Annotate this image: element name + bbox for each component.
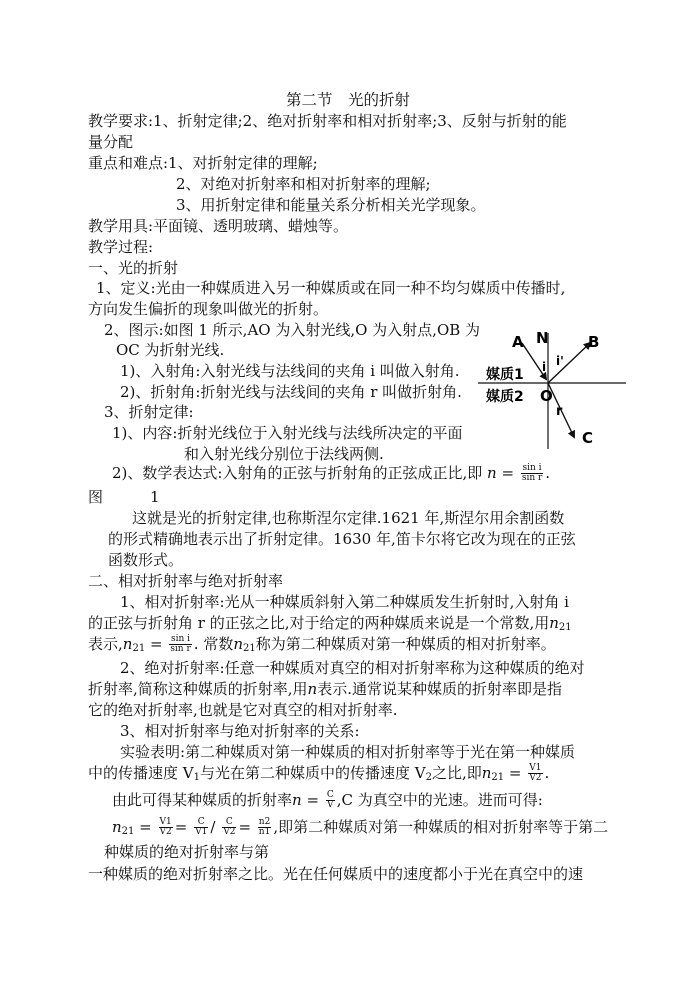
snell-fraction-denominator: sin r bbox=[521, 472, 543, 483]
math-expression-text: 2)、数学表达式:入射角的正弦与折射角的正弦成正比,即 bbox=[112, 464, 483, 482]
math-equals: = bbox=[501, 464, 515, 482]
velocity-ratio-denominator: V2 bbox=[529, 772, 542, 783]
label-medium-1: 媒质1 bbox=[486, 367, 524, 383]
absolute-index-line-1: 2、绝对折射率:任意一种媒质对真空的相对折射率称为这种媒质的绝对 bbox=[120, 659, 585, 677]
formula-fraction-4 bbox=[258, 818, 272, 837]
relative-index-fraction bbox=[169, 635, 191, 654]
label-n: N bbox=[536, 329, 549, 347]
formula-eq-3: = bbox=[238, 818, 252, 836]
snell-paragraph-line-1: 这就是光的折射定律,也称斯涅尔定律.1621 年,斯涅尔用余割函数 bbox=[132, 509, 565, 527]
relative-index-fraction-numerator: sin i bbox=[171, 633, 191, 644]
formula-fraction-1 bbox=[159, 818, 173, 837]
teaching-tools: 教学用具:平面镜、透明玻璃、蜡烛等。 bbox=[88, 217, 349, 235]
formula-n: n bbox=[112, 818, 122, 836]
experiment-line-2-b: 与光在第二种媒质中的传播速度 V bbox=[199, 764, 426, 782]
experiment-v2-sub: 2 bbox=[425, 772, 432, 783]
experiment-formula-n: n bbox=[481, 764, 492, 782]
absolute-index-line-2 bbox=[88, 679, 562, 699]
formula-line-2: 种媒质的绝对折射率与第 bbox=[104, 843, 270, 861]
refraction-law-heading: 3、折射定律: bbox=[104, 403, 194, 421]
relative-index-line-1: 1、相对折射率:光从一种媒质斜射入第二种媒质发生折射时,入射角 i bbox=[120, 593, 569, 611]
label-c: C bbox=[582, 429, 594, 447]
definition-line-1: 1、定义:光由一种媒质进入另一种媒质或在同一种不均匀媒质中传播时, bbox=[96, 279, 566, 297]
key-points-line-1: 重点和难点:1、对折射定律的理解; bbox=[88, 154, 318, 172]
reflected-ray bbox=[548, 343, 590, 383]
formula-fraction-3-denominator: V2 bbox=[223, 826, 236, 837]
experiment-line-2 bbox=[88, 763, 549, 784]
derivation-line bbox=[112, 790, 543, 811]
relative-index-line-2-text: 的正弦与折射角 r 的正弦之比,对于给定的两种媒质来说是一个常数,用 bbox=[88, 614, 550, 632]
experiment-v1-sub: 1 bbox=[193, 772, 200, 783]
teaching-requirements-line-1: 教学要求:1、折射定律;2、绝对折射率和相对折射率;3、反射与折射的能 bbox=[88, 112, 567, 130]
snell-paragraph-line-2: 的形式精确地表示出了折射定律。1630 年,笛卡尔将它改为现在的正弦 bbox=[108, 530, 576, 548]
formula-fraction-1-numerator: V1 bbox=[159, 816, 172, 827]
formula-fraction-3 bbox=[222, 818, 236, 837]
figure-description-line-1: 2、图示:如图 1 所示,AO 为入射光线,O 为入射点,OB 为 bbox=[104, 321, 481, 339]
velocity-ratio-numerator: V1 bbox=[529, 762, 542, 773]
label-a: A bbox=[512, 333, 524, 351]
absolute-index-line-2-b: 表示.通常说某种媒质的折射率即是指 bbox=[317, 680, 562, 698]
relative-index-line-3 bbox=[88, 634, 556, 655]
snell-fraction bbox=[521, 464, 543, 483]
refraction-diagram bbox=[478, 325, 626, 453]
derivation-text-a: 由此可得某种媒质的折射率 bbox=[112, 791, 293, 809]
relative-index-line-3-b: . 常数 bbox=[193, 635, 234, 653]
c-over-v-fraction bbox=[326, 791, 335, 810]
formula-fraction-4-denominator: n1 bbox=[258, 826, 271, 837]
formula-fraction-2-denominator: V1 bbox=[195, 826, 208, 837]
absolute-index-line-2-a: 折射率,简称这种媒质的折射率,用 bbox=[88, 680, 308, 698]
label-i: i bbox=[542, 360, 547, 374]
last-line: 一种媒质的绝对折射率之比。光在任何媒质中的速度都小于光在真空中的速 bbox=[88, 865, 584, 883]
page-title: 第二节 光的折射 bbox=[286, 91, 411, 109]
section-1-heading: 一、光的折射 bbox=[88, 259, 179, 277]
velocity-ratio-fraction bbox=[528, 764, 542, 783]
relative-index-line-3-c: 称为第二种媒质对第一种媒质的相对折射率。 bbox=[255, 635, 556, 653]
key-points-line-2: 2、对绝对折射率和相对折射率的理解; bbox=[176, 175, 431, 193]
formula-n-sub: 21 bbox=[121, 826, 135, 837]
law-content-line-1: 1)、内容:折射光线位于入射光线与法线所决定的平面 bbox=[112, 424, 463, 442]
derivation-eq: = bbox=[301, 791, 320, 809]
experiment-line-2-c: 之比,即 bbox=[431, 764, 482, 782]
formula-text: ,即第二种媒质对第一种媒质的相对折射率等于第二 bbox=[273, 818, 609, 836]
figure-number: 1 bbox=[150, 488, 160, 506]
relative-index-line-2 bbox=[88, 613, 572, 633]
relative-index-fraction-denominator: sin r bbox=[170, 643, 191, 654]
formula-fraction-2 bbox=[194, 818, 208, 837]
definition-line-2: 方向发生偏折的现象叫做光的折射。 bbox=[88, 300, 329, 318]
formula-fraction-3-numerator: C bbox=[222, 818, 236, 828]
formula-fraction-1-denominator: V2 bbox=[159, 826, 172, 837]
snell-paragraph-line-3: 函数形式。 bbox=[108, 551, 184, 569]
snell-fraction-numerator: sin i bbox=[522, 462, 542, 473]
relative-index-symbol: n bbox=[549, 614, 559, 632]
label-o: O bbox=[540, 387, 553, 405]
figure-description-line-2: OC 为折射光线. bbox=[116, 341, 225, 359]
absolute-index-symbol: n bbox=[307, 680, 318, 698]
relative-index-constant-sub: 21 bbox=[243, 643, 256, 654]
incident-angle-definition: 1)、入射角:入射光线与法线间的夹角 i 叫做入射角. bbox=[120, 362, 460, 380]
experiment-line-1: 实验表明:第二种媒质对第一种媒质的相对折射率等于光在第一种媒质 bbox=[120, 743, 576, 761]
absolute-index-line-3: 它的绝对折射率,也就是它对真空的相对折射率. bbox=[88, 701, 398, 719]
experiment-line-2-a: 中的传播速度 V bbox=[88, 764, 194, 782]
derivation-text-b: ,C 为真空中的光速。进而可得: bbox=[336, 791, 543, 809]
key-points-line-3: 3、用折射定律和能量关系分析相关光学现象。 bbox=[176, 196, 486, 214]
experiment-formula-eq: = bbox=[504, 764, 522, 782]
relative-index-formula-eq: = bbox=[145, 635, 163, 653]
math-period: . bbox=[545, 464, 551, 482]
relative-index-formula-sub: 21 bbox=[132, 643, 146, 654]
experiment-formula-sub: 21 bbox=[491, 772, 505, 783]
formula-fraction-4-numerator: n2 bbox=[258, 816, 271, 827]
label-b: B bbox=[588, 333, 600, 351]
derivation-n: n bbox=[292, 791, 302, 809]
figure-label: 图 bbox=[88, 488, 104, 506]
relative-index-line-3-a: 表示, bbox=[88, 635, 123, 653]
refraction-angle-definition: 2)、折射角:折射光线与法线间的夹角 r 叫做折射角. bbox=[120, 383, 462, 401]
c-over-v-denominator: V bbox=[327, 799, 334, 810]
relative-index-symbol-sub: 21 bbox=[558, 622, 572, 633]
relative-index-formula-n: n bbox=[122, 635, 133, 653]
teaching-process-heading: 教学过程: bbox=[88, 238, 154, 256]
teaching-requirements-line-2: 量分配 bbox=[88, 133, 134, 151]
law-content-line-2: 和入射光线分别位于法线两侧. bbox=[184, 445, 384, 463]
experiment-line-2-end: . bbox=[544, 764, 550, 782]
label-i-prime: i' bbox=[556, 354, 564, 368]
section-2-heading: 二、相对折射率与绝对折射率 bbox=[88, 572, 284, 590]
label-medium-2: 媒质2 bbox=[486, 389, 524, 405]
formula-fraction-2-numerator: C bbox=[194, 818, 208, 828]
formula-line bbox=[112, 817, 608, 838]
math-expression-line bbox=[112, 463, 550, 484]
math-n: n bbox=[487, 464, 497, 482]
relative-index-constant-n: n bbox=[233, 635, 243, 653]
formula-eq-1: = bbox=[134, 818, 152, 836]
relation-heading: 3、相对折射率与绝对折射率的关系: bbox=[120, 722, 360, 740]
formula-slash: / bbox=[210, 818, 216, 836]
formula-eq-2: = bbox=[174, 818, 188, 836]
c-over-v-numerator: C bbox=[326, 789, 334, 800]
label-r: r bbox=[556, 404, 563, 419]
